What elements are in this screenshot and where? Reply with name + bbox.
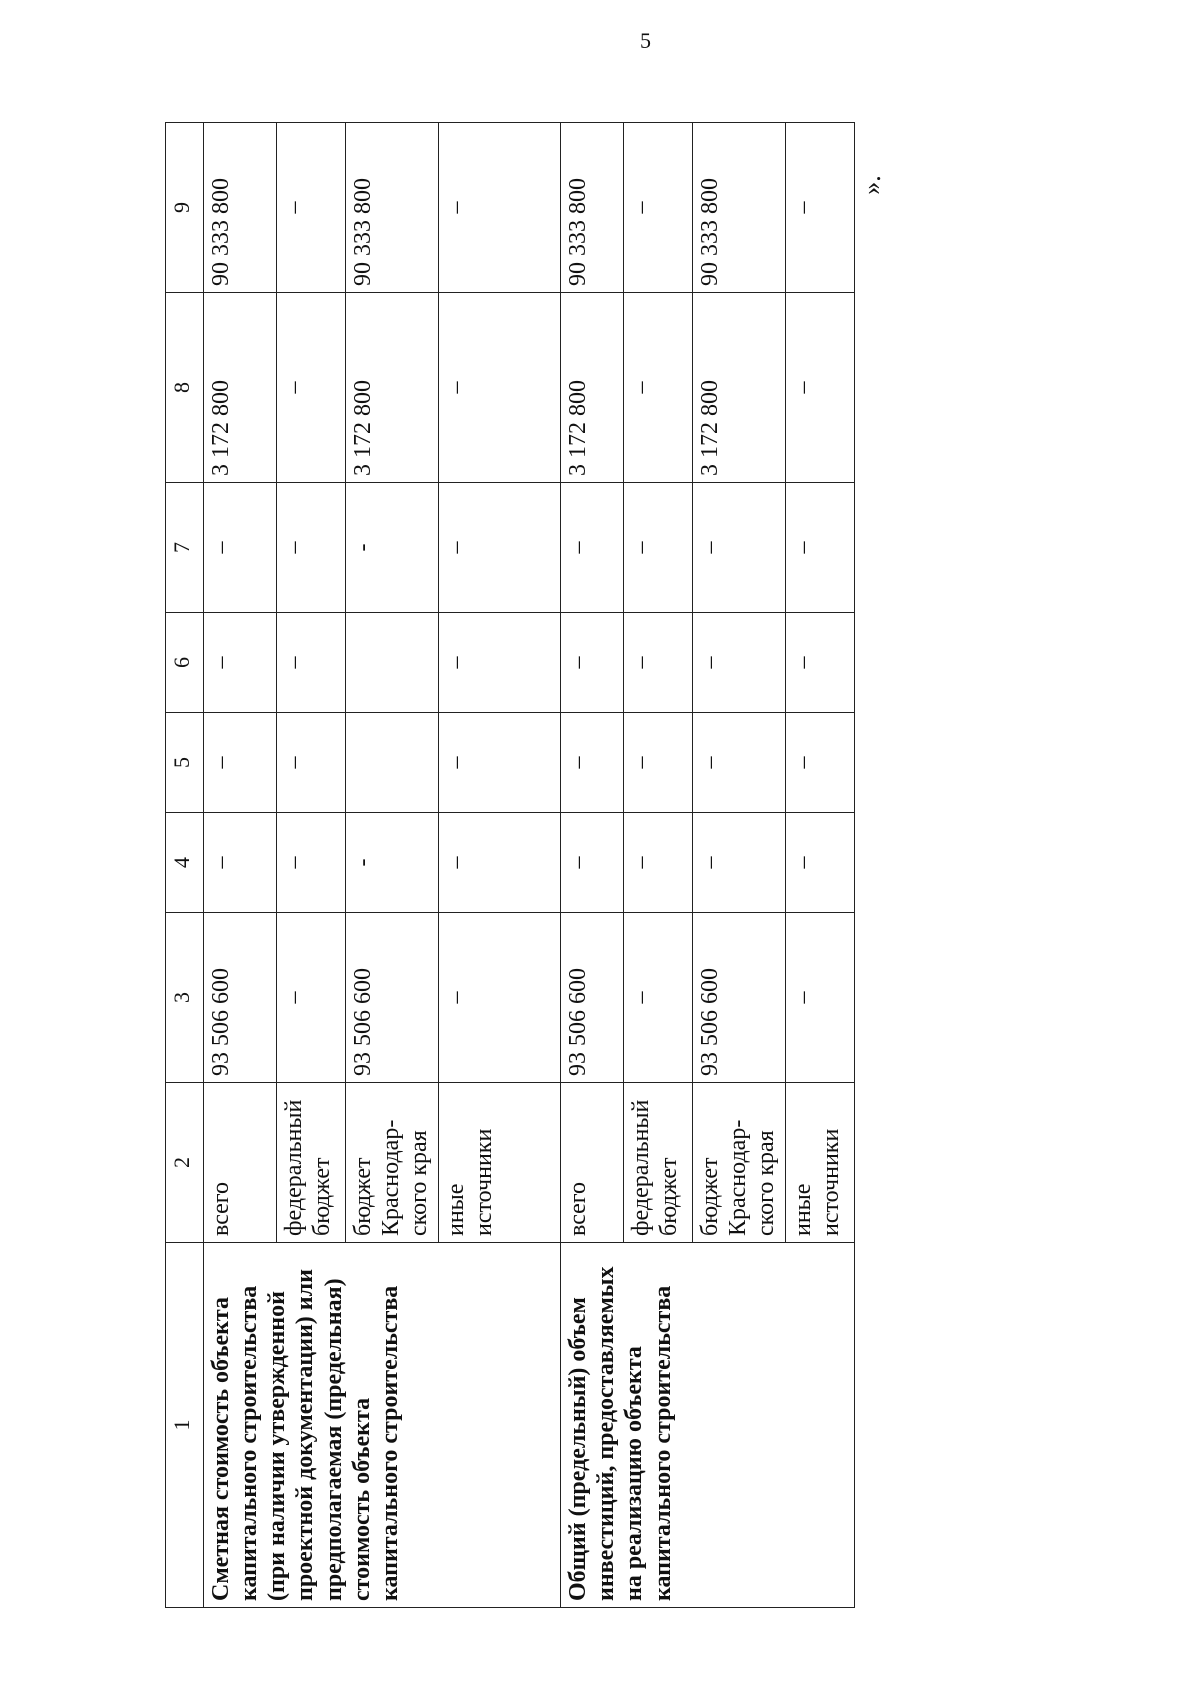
value-cell: 93 506 600 [560, 913, 623, 1083]
value-cell: – [560, 813, 623, 913]
closing-quote-mark: ». [856, 175, 886, 195]
cost-table [165, 122, 855, 1608]
value-cell: 93 506 600 [203, 913, 276, 1083]
value-cell: – [438, 483, 560, 613]
value-cell: – [623, 613, 692, 713]
source-cell: бюджет Краснодар-ского края [692, 1083, 785, 1243]
value-cell: – [276, 913, 345, 1083]
value-cell: – [692, 613, 785, 713]
section-title: Сметная стоимость объекта капитального строительства (при наличии утвержденной проектной документации) или предполагаемая (предельная) стоимость объекта капитального строительства [203, 1243, 560, 1608]
value-cell: – [203, 613, 276, 713]
value-cell: 90 333 800 [203, 123, 276, 293]
value-cell: – [438, 123, 560, 293]
value-cell: – [203, 483, 276, 613]
value-cell: 93 506 600 [692, 913, 785, 1083]
header-cell: 4 [166, 813, 204, 913]
value-cell: – [692, 483, 785, 613]
value-cell: – [276, 483, 345, 613]
value-cell: – [623, 813, 692, 913]
value-cell: – [276, 293, 345, 483]
value-cell: – [276, 613, 345, 713]
section-title: Общий (предельный) объем инвестиций, предоставляемых на реализацию объекта капитального строительства [560, 1243, 854, 1608]
value-cell: - [345, 813, 438, 913]
value-cell: 3 172 800 [560, 293, 623, 483]
value-cell: – [276, 813, 345, 913]
source-cell: иные источники [785, 1083, 854, 1243]
value-cell: 90 333 800 [692, 123, 785, 293]
value-cell: – [692, 813, 785, 913]
header-cell: 2 [166, 1083, 204, 1243]
value-cell: – [276, 123, 345, 293]
table-row [560, 123, 623, 1608]
header-cell: 1 [166, 1243, 204, 1608]
header-cell: 6 [166, 613, 204, 713]
value-cell: – [203, 813, 276, 913]
value-cell: – [276, 713, 345, 813]
value-cell: – [785, 483, 854, 613]
value-cell: – [785, 713, 854, 813]
value-cell: – [692, 713, 785, 813]
source-cell: федеральный бюджет [623, 1083, 692, 1243]
value-cell: – [623, 713, 692, 813]
value-cell: – [785, 813, 854, 913]
value-cell: – [560, 713, 623, 813]
header-cell: 3 [166, 913, 204, 1083]
value-cell: - [345, 483, 438, 613]
value-cell: 3 172 800 [692, 293, 785, 483]
value-cell [345, 613, 438, 713]
page-number: 5 [640, 28, 651, 53]
header-row [166, 123, 204, 1608]
value-cell: 3 172 800 [203, 293, 276, 483]
header-cell: 8 [166, 293, 204, 483]
value-cell: – [623, 123, 692, 293]
header-cell: 9 [166, 123, 204, 293]
value-cell [345, 713, 438, 813]
value-cell: – [438, 293, 560, 483]
value-cell: – [438, 713, 560, 813]
value-cell: – [203, 713, 276, 813]
value-cell: – [560, 613, 623, 713]
source-cell: всего [203, 1083, 276, 1243]
value-cell: – [438, 813, 560, 913]
value-cell: – [785, 123, 854, 293]
value-cell: – [438, 613, 560, 713]
table-row [203, 123, 276, 1608]
source-cell: бюджет Краснодар-ского края [345, 1083, 438, 1243]
value-cell: 3 172 800 [345, 293, 438, 483]
header-cell: 5 [166, 713, 204, 813]
value-cell: 93 506 600 [345, 913, 438, 1083]
source-cell: иные источники [438, 1083, 560, 1243]
rotated-table-wrapper [165, 123, 855, 1608]
value-cell: – [785, 613, 854, 713]
value-cell: – [623, 483, 692, 613]
value-cell: 90 333 800 [345, 123, 438, 293]
value-cell: – [623, 293, 692, 483]
value-cell: – [623, 913, 692, 1083]
value-cell: – [560, 483, 623, 613]
value-cell: 90 333 800 [560, 123, 623, 293]
header-cell: 7 [166, 483, 204, 613]
source-cell: федеральный бюджет [276, 1083, 345, 1243]
source-cell: всего [560, 1083, 623, 1243]
value-cell: – [785, 913, 854, 1083]
value-cell: – [785, 293, 854, 483]
value-cell: – [438, 913, 560, 1083]
